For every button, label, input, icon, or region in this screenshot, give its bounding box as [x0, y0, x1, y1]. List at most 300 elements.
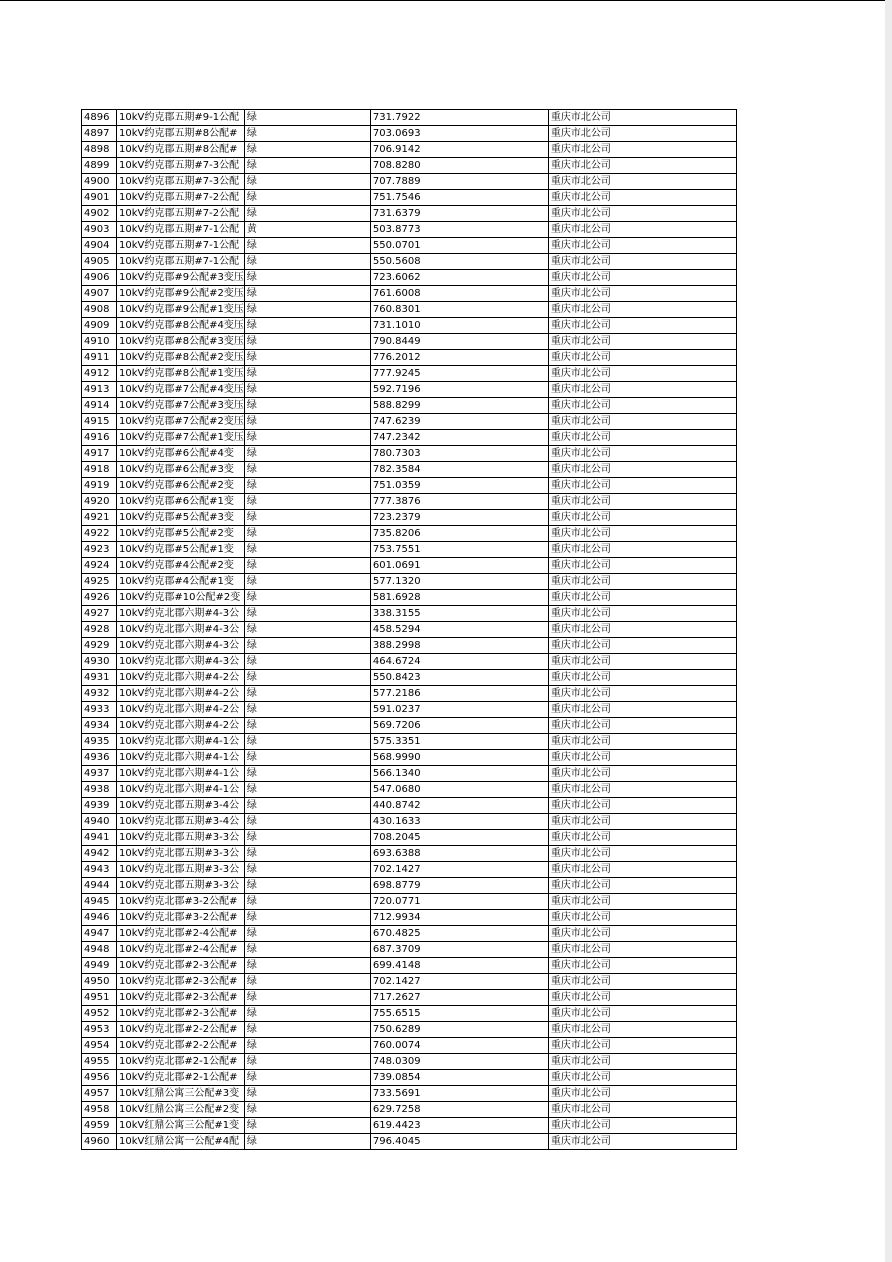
- table-row: [82, 862, 737, 878]
- row-id-cell: 4959: [82, 1118, 117, 1134]
- value-cell: 550.5608: [370, 254, 548, 270]
- value-cell: 693.6388: [370, 846, 548, 862]
- status-cell: 绿: [244, 702, 370, 718]
- status-cell: 绿: [244, 862, 370, 878]
- company-cell: 重庆市北公司: [548, 270, 736, 286]
- value-cell: 753.7551: [370, 542, 548, 558]
- company-cell: 重庆市北公司: [548, 590, 736, 606]
- status-cell: 绿: [244, 1022, 370, 1038]
- row-id-cell: 4915: [82, 414, 117, 430]
- company-cell: 重庆市北公司: [548, 958, 736, 974]
- value-cell: 577.1320: [370, 574, 548, 590]
- table-row: [82, 270, 737, 286]
- value-cell: 550.0701: [370, 238, 548, 254]
- row-id-cell: 4941: [82, 830, 117, 846]
- value-cell: 706.9142: [370, 142, 548, 158]
- company-cell: 重庆市北公司: [548, 142, 736, 158]
- table-row: [82, 814, 737, 830]
- company-cell: 重庆市北公司: [548, 206, 736, 222]
- value-cell: 731.1010: [370, 318, 548, 334]
- feeder-name-cell: 10kV约克郡#4公配#2变: [117, 558, 245, 574]
- status-cell: 绿: [244, 1006, 370, 1022]
- table-row: [82, 1086, 737, 1102]
- status-cell: 绿: [244, 238, 370, 254]
- row-id-cell: 4948: [82, 942, 117, 958]
- status-cell: 绿: [244, 494, 370, 510]
- table-row: [82, 318, 737, 334]
- row-id-cell: 4910: [82, 334, 117, 350]
- company-cell: 重庆市北公司: [548, 638, 736, 654]
- feeder-name-cell: 10kV约克郡五期#7-1公配: [117, 238, 245, 254]
- row-id-cell: 4898: [82, 142, 117, 158]
- company-cell: 重庆市北公司: [548, 318, 736, 334]
- value-cell: 575.3351: [370, 734, 548, 750]
- value-cell: 707.7889: [370, 174, 548, 190]
- company-cell: 重庆市北公司: [548, 782, 736, 798]
- status-cell: 绿: [244, 878, 370, 894]
- company-cell: 重庆市北公司: [548, 766, 736, 782]
- status-cell: 绿: [244, 382, 370, 398]
- table-row: [82, 654, 737, 670]
- company-cell: 重庆市北公司: [548, 238, 736, 254]
- company-cell: 重庆市北公司: [548, 462, 736, 478]
- table-row: [82, 782, 737, 798]
- status-cell: 绿: [244, 1054, 370, 1070]
- row-id-cell: 4935: [82, 734, 117, 750]
- status-cell: 绿: [244, 510, 370, 526]
- status-cell: 绿: [244, 686, 370, 702]
- company-cell: 重庆市北公司: [548, 1134, 736, 1150]
- company-cell: 重庆市北公司: [548, 990, 736, 1006]
- feeder-name-cell: 10kV约克郡五期#8公配#: [117, 126, 245, 142]
- company-cell: 重庆市北公司: [548, 366, 736, 382]
- status-cell: 绿: [244, 462, 370, 478]
- feeder-name-cell: 10kV约克北郡#3-2公配#: [117, 910, 245, 926]
- value-cell: 464.6724: [370, 654, 548, 670]
- feeder-name-cell: 10kV约克北郡#2-2公配#: [117, 1022, 245, 1038]
- row-id-cell: 4947: [82, 926, 117, 942]
- page-right-edge: [885, 0, 892, 1262]
- feeder-name-cell: 10kV约克郡#7公配#3变压: [117, 398, 245, 414]
- feeder-name-cell: 10kV约克郡#4公配#1变: [117, 574, 245, 590]
- status-cell: 绿: [244, 430, 370, 446]
- company-cell: 重庆市北公司: [548, 222, 736, 238]
- company-cell: 重庆市北公司: [548, 414, 736, 430]
- company-cell: 重庆市北公司: [548, 494, 736, 510]
- company-cell: 重庆市北公司: [548, 574, 736, 590]
- status-cell: 绿: [244, 638, 370, 654]
- company-cell: 重庆市北公司: [548, 1054, 736, 1070]
- status-cell: 绿: [244, 606, 370, 622]
- value-cell: 440.8742: [370, 798, 548, 814]
- table-row: [82, 622, 737, 638]
- company-cell: 重庆市北公司: [548, 974, 736, 990]
- status-cell: 绿: [244, 1102, 370, 1118]
- table-row: [82, 350, 737, 366]
- feeder-name-cell: 10kV约克北郡六期#4-1公: [117, 734, 245, 750]
- table-row: [82, 606, 737, 622]
- company-cell: 重庆市北公司: [548, 670, 736, 686]
- feeder-name-cell: 10kV约克北郡#2-3公配#: [117, 958, 245, 974]
- feeder-name-cell: 10kV约克北郡五期#3-3公: [117, 862, 245, 878]
- status-cell: 绿: [244, 478, 370, 494]
- value-cell: 430.1633: [370, 814, 548, 830]
- table-row: [82, 126, 737, 142]
- table-body: [82, 110, 737, 1150]
- table-row: [82, 526, 737, 542]
- table-row: [82, 846, 737, 862]
- table-row: [82, 398, 737, 414]
- value-cell: 703.0693: [370, 126, 548, 142]
- row-id-cell: 4906: [82, 270, 117, 286]
- top-border-line: [0, 0, 892, 1]
- status-cell: 绿: [244, 718, 370, 734]
- row-id-cell: 4928: [82, 622, 117, 638]
- value-cell: 739.0854: [370, 1070, 548, 1086]
- value-cell: 566.1340: [370, 766, 548, 782]
- table-row: [82, 1118, 737, 1134]
- table-row: [82, 158, 737, 174]
- feeder-name-cell: 10kV约克北郡#2-3公配#: [117, 1006, 245, 1022]
- feeder-name-cell: 10kV约克北郡六期#4-3公: [117, 622, 245, 638]
- feeder-name-cell: 10kV约克北郡六期#4-2公: [117, 718, 245, 734]
- value-cell: 698.8779: [370, 878, 548, 894]
- table-row: [82, 702, 737, 718]
- table-row: [82, 1022, 737, 1038]
- row-id-cell: 4908: [82, 302, 117, 318]
- status-cell: 绿: [244, 958, 370, 974]
- value-cell: 588.8299: [370, 398, 548, 414]
- table-row: [82, 750, 737, 766]
- row-id-cell: 4916: [82, 430, 117, 446]
- company-cell: 重庆市北公司: [548, 846, 736, 862]
- table-row: [82, 670, 737, 686]
- table-row: [82, 382, 737, 398]
- status-cell: 绿: [244, 974, 370, 990]
- feeder-name-cell: 10kV约克郡五期#7-2公配: [117, 190, 245, 206]
- status-cell: 绿: [244, 446, 370, 462]
- row-id-cell: 4904: [82, 238, 117, 254]
- feeder-name-cell: 10kV约克北郡五期#3-4公: [117, 798, 245, 814]
- company-cell: 重庆市北公司: [548, 926, 736, 942]
- feeder-name-cell: 10kV约克北郡#2-4公配#: [117, 926, 245, 942]
- status-cell: 绿: [244, 542, 370, 558]
- row-id-cell: 4932: [82, 686, 117, 702]
- table-row: [82, 430, 737, 446]
- value-cell: 755.6515: [370, 1006, 548, 1022]
- row-id-cell: 4917: [82, 446, 117, 462]
- row-id-cell: 4956: [82, 1070, 117, 1086]
- feeder-name-cell: 10kV约克郡五期#7-3公配: [117, 174, 245, 190]
- feeder-name-cell: 10kV约克北郡六期#4-1公: [117, 766, 245, 782]
- row-id-cell: 4913: [82, 382, 117, 398]
- feeder-name-cell: 10kV约克郡#10公配#2变: [117, 590, 245, 606]
- feeder-name-cell: 10kV约克郡五期#7-1公配: [117, 254, 245, 270]
- feeder-name-cell: 10kV约克北郡#2-2公配#: [117, 1038, 245, 1054]
- feeder-name-cell: 10kV约克郡#6公配#2变: [117, 478, 245, 494]
- table-row: [82, 1134, 737, 1150]
- row-id-cell: 4958: [82, 1102, 117, 1118]
- row-id-cell: 4943: [82, 862, 117, 878]
- value-cell: 782.3584: [370, 462, 548, 478]
- company-cell: 重庆市北公司: [548, 1022, 736, 1038]
- value-cell: 776.2012: [370, 350, 548, 366]
- feeder-name-cell: 10kV约克郡#9公配#2变压: [117, 286, 245, 302]
- feeder-name-cell: 10kV约克郡#8公配#3变压: [117, 334, 245, 350]
- status-cell: 绿: [244, 126, 370, 142]
- table-row: [82, 254, 737, 270]
- company-cell: 重庆市北公司: [548, 814, 736, 830]
- company-cell: 重庆市北公司: [548, 734, 736, 750]
- value-cell: 796.4045: [370, 1134, 548, 1150]
- row-id-cell: 4902: [82, 206, 117, 222]
- table-row: [82, 142, 737, 158]
- company-cell: 重庆市北公司: [548, 350, 736, 366]
- company-cell: 重庆市北公司: [548, 542, 736, 558]
- table-row: [82, 286, 737, 302]
- value-cell: 747.2342: [370, 430, 548, 446]
- row-id-cell: 4907: [82, 286, 117, 302]
- status-cell: 绿: [244, 1038, 370, 1054]
- status-cell: 绿: [244, 526, 370, 542]
- feeder-name-cell: 10kV约克北郡六期#4-2公: [117, 670, 245, 686]
- company-cell: 重庆市北公司: [548, 878, 736, 894]
- table-row: [82, 942, 737, 958]
- company-cell: 重庆市北公司: [548, 334, 736, 350]
- row-id-cell: 4927: [82, 606, 117, 622]
- row-id-cell: 4903: [82, 222, 117, 238]
- feeder-name-cell: 10kV约克北郡六期#4-2公: [117, 702, 245, 718]
- feeder-name-cell: 10kV约克北郡五期#3-4公: [117, 814, 245, 830]
- row-id-cell: 4922: [82, 526, 117, 542]
- value-cell: 569.7206: [370, 718, 548, 734]
- feeder-name-cell: 10kV约克郡五期#7-1公配: [117, 222, 245, 238]
- status-cell: 绿: [244, 894, 370, 910]
- row-id-cell: 4953: [82, 1022, 117, 1038]
- status-cell: 绿: [244, 270, 370, 286]
- table-row: [82, 1102, 737, 1118]
- company-cell: 重庆市北公司: [548, 718, 736, 734]
- value-cell: 777.3876: [370, 494, 548, 510]
- feeder-name-cell: 10kV约克郡#7公配#2变压: [117, 414, 245, 430]
- status-cell: 绿: [244, 254, 370, 270]
- status-cell: 绿: [244, 942, 370, 958]
- value-cell: 702.1427: [370, 974, 548, 990]
- row-id-cell: 4940: [82, 814, 117, 830]
- company-cell: 重庆市北公司: [548, 894, 736, 910]
- table-row: [82, 766, 737, 782]
- row-id-cell: 4905: [82, 254, 117, 270]
- table-row: [82, 414, 737, 430]
- row-id-cell: 4909: [82, 318, 117, 334]
- company-cell: 重庆市北公司: [548, 174, 736, 190]
- feeder-name-cell: 10kV约克北郡#2-3公配#: [117, 990, 245, 1006]
- status-cell: 绿: [244, 158, 370, 174]
- table-row: [82, 542, 737, 558]
- company-cell: 重庆市北公司: [548, 702, 736, 718]
- company-cell: 重庆市北公司: [548, 558, 736, 574]
- row-id-cell: 4946: [82, 910, 117, 926]
- company-cell: 重庆市北公司: [548, 862, 736, 878]
- table-row: [82, 1038, 737, 1054]
- status-cell: 绿: [244, 1070, 370, 1086]
- row-id-cell: 4954: [82, 1038, 117, 1054]
- row-id-cell: 4921: [82, 510, 117, 526]
- table-row: [82, 974, 737, 990]
- row-id-cell: 4944: [82, 878, 117, 894]
- feeder-name-cell: 10kV约克北郡六期#4-3公: [117, 606, 245, 622]
- feeder-name-cell: 10kV约克北郡#2-1公配#: [117, 1054, 245, 1070]
- table-row: [82, 590, 737, 606]
- company-cell: 重庆市北公司: [548, 910, 736, 926]
- status-cell: 绿: [244, 622, 370, 638]
- table-row: [82, 494, 737, 510]
- table-row: [82, 734, 737, 750]
- row-id-cell: 4957: [82, 1086, 117, 1102]
- feeder-name-cell: 10kV约克郡#8公配#2变压: [117, 350, 245, 366]
- feeder-name-cell: 10kV约克郡五期#8公配#: [117, 142, 245, 158]
- feeder-name-cell: 10kV约克北郡#2-4公配#: [117, 942, 245, 958]
- table-row: [82, 638, 737, 654]
- value-cell: 702.1427: [370, 862, 548, 878]
- status-cell: 绿: [244, 366, 370, 382]
- row-id-cell: 4950: [82, 974, 117, 990]
- row-id-cell: 4911: [82, 350, 117, 366]
- row-id-cell: 4901: [82, 190, 117, 206]
- company-cell: 重庆市北公司: [548, 510, 736, 526]
- table-row: [82, 174, 737, 190]
- feeder-name-cell: 10kV约克北郡#3-2公配#: [117, 894, 245, 910]
- feeder-name-cell: 10kV约克郡#8公配#1变压: [117, 366, 245, 382]
- company-cell: 重庆市北公司: [548, 1038, 736, 1054]
- status-cell: 绿: [244, 350, 370, 366]
- status-cell: 绿: [244, 846, 370, 862]
- feeder-name-cell: 10kV约克郡#6公配#4变: [117, 446, 245, 462]
- value-cell: 568.9990: [370, 750, 548, 766]
- status-cell: 绿: [244, 318, 370, 334]
- value-cell: 751.7546: [370, 190, 548, 206]
- status-cell: 绿: [244, 654, 370, 670]
- table-row: [82, 958, 737, 974]
- table-row: [82, 894, 737, 910]
- feeder-name-cell: 10kV约克北郡六期#4-2公: [117, 686, 245, 702]
- company-cell: 重庆市北公司: [548, 606, 736, 622]
- status-cell: 绿: [244, 1134, 370, 1150]
- table-row: [82, 190, 737, 206]
- feeder-name-cell: 10kV约克北郡六期#4-1公: [117, 750, 245, 766]
- feeder-name-cell: 10kV红鼎公寓三公配#2变: [117, 1102, 245, 1118]
- company-cell: 重庆市北公司: [548, 1086, 736, 1102]
- feeder-name-cell: 10kV约克郡五期#7-2公配: [117, 206, 245, 222]
- status-cell: 绿: [244, 174, 370, 190]
- company-cell: 重庆市北公司: [548, 654, 736, 670]
- feeder-name-cell: 10kV约克北郡#2-1公配#: [117, 1070, 245, 1086]
- value-cell: 592.7196: [370, 382, 548, 398]
- status-cell: 绿: [244, 814, 370, 830]
- status-cell: 绿: [244, 750, 370, 766]
- table-row: [82, 798, 737, 814]
- value-cell: 629.7258: [370, 1102, 548, 1118]
- row-id-cell: 4924: [82, 558, 117, 574]
- status-cell: 绿: [244, 142, 370, 158]
- company-cell: 重庆市北公司: [548, 430, 736, 446]
- feeder-name-cell: 10kV约克北郡六期#4-3公: [117, 654, 245, 670]
- table-row: [82, 478, 737, 494]
- feeder-name-cell: 10kV约克郡#5公配#2变: [117, 526, 245, 542]
- row-id-cell: 4930: [82, 654, 117, 670]
- table-row: [82, 990, 737, 1006]
- feeder-name-cell: 10kV约克北郡六期#4-1公: [117, 782, 245, 798]
- value-cell: 687.3709: [370, 942, 548, 958]
- feeder-name-cell: 10kV约克郡#5公配#3变: [117, 510, 245, 526]
- row-id-cell: 4937: [82, 766, 117, 782]
- company-cell: 重庆市北公司: [548, 126, 736, 142]
- row-id-cell: 4938: [82, 782, 117, 798]
- value-cell: 761.6008: [370, 286, 548, 302]
- row-id-cell: 4955: [82, 1054, 117, 1070]
- table-row: [82, 878, 737, 894]
- row-id-cell: 4897: [82, 126, 117, 142]
- value-cell: 731.7922: [370, 110, 548, 126]
- row-id-cell: 4920: [82, 494, 117, 510]
- company-cell: 重庆市北公司: [548, 1118, 736, 1134]
- row-id-cell: 4936: [82, 750, 117, 766]
- row-id-cell: 4926: [82, 590, 117, 606]
- feeder-name-cell: 10kV约克郡#5公配#1变: [117, 542, 245, 558]
- company-cell: 重庆市北公司: [548, 1070, 736, 1086]
- value-cell: 747.6239: [370, 414, 548, 430]
- value-cell: 750.6289: [370, 1022, 548, 1038]
- row-id-cell: 4949: [82, 958, 117, 974]
- value-cell: 708.8280: [370, 158, 548, 174]
- row-id-cell: 4923: [82, 542, 117, 558]
- row-id-cell: 4899: [82, 158, 117, 174]
- feeder-name-cell: 10kV约克郡#6公配#1变: [117, 494, 245, 510]
- value-cell: 723.6062: [370, 270, 548, 286]
- value-cell: 577.2186: [370, 686, 548, 702]
- company-cell: 重庆市北公司: [548, 798, 736, 814]
- status-cell: 绿: [244, 798, 370, 814]
- value-cell: 547.0680: [370, 782, 548, 798]
- table-row: [82, 910, 737, 926]
- value-cell: 388.2998: [370, 638, 548, 654]
- value-cell: 591.0237: [370, 702, 548, 718]
- table-row: [82, 446, 737, 462]
- status-cell: 绿: [244, 830, 370, 846]
- value-cell: 777.9245: [370, 366, 548, 382]
- table-row: [82, 110, 737, 126]
- row-id-cell: 4912: [82, 366, 117, 382]
- value-cell: 720.0771: [370, 894, 548, 910]
- value-cell: 619.4423: [370, 1118, 548, 1134]
- value-cell: 670.4825: [370, 926, 548, 942]
- status-cell: 绿: [244, 558, 370, 574]
- status-cell: 绿: [244, 990, 370, 1006]
- status-cell: 绿: [244, 414, 370, 430]
- row-id-cell: 4945: [82, 894, 117, 910]
- status-cell: 绿: [244, 398, 370, 414]
- company-cell: 重庆市北公司: [548, 622, 736, 638]
- feeder-name-cell: 10kV约克北郡五期#3-3公: [117, 830, 245, 846]
- value-cell: 780.7303: [370, 446, 548, 462]
- table-row: [82, 238, 737, 254]
- company-cell: 重庆市北公司: [548, 686, 736, 702]
- table-row: [82, 302, 737, 318]
- feeder-name-cell: 10kV约克郡五期#7-3公配: [117, 158, 245, 174]
- status-cell: 绿: [244, 302, 370, 318]
- feeder-name-cell: 10kV约克北郡六期#4-3公: [117, 638, 245, 654]
- feeder-name-cell: 10kV约克北郡五期#3-3公: [117, 878, 245, 894]
